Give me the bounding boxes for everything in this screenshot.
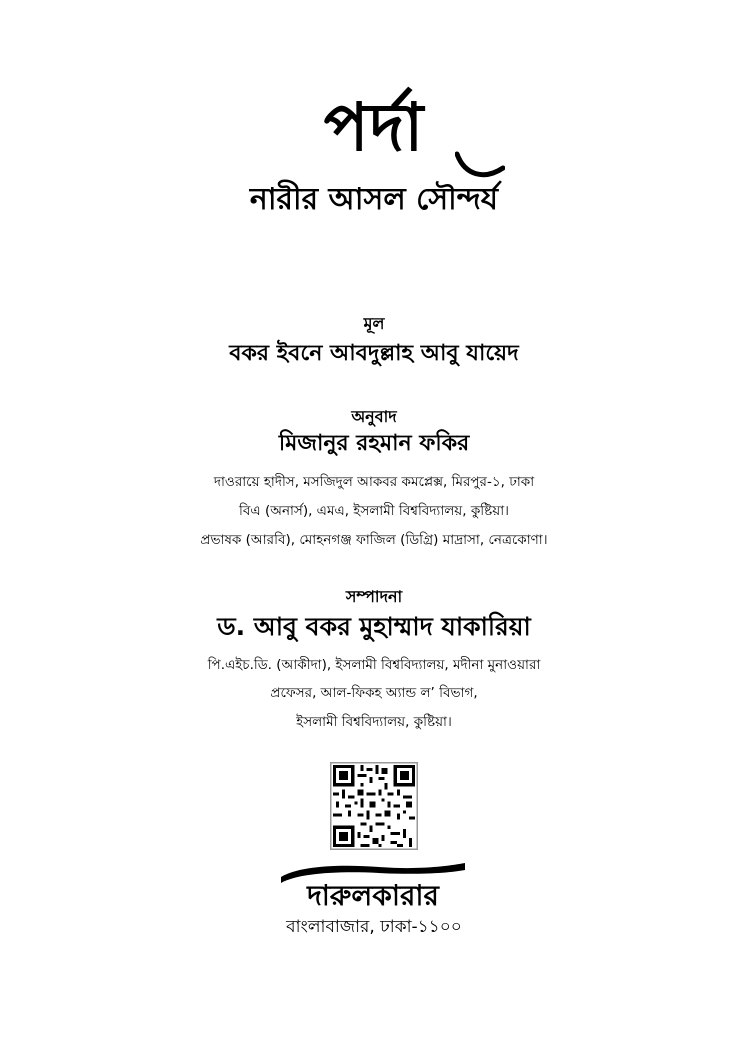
translator-credential: প্রভাষক (আরবি), মোহনগঞ্জ ফাজিল (ডিগ্রি) মাদ্রাসা, নেত্রকোণা।	[200, 532, 548, 548]
title-swash-decoration	[455, 150, 505, 180]
book-title: পর্দা	[323, 89, 425, 166]
author-name: বকর ইবনে আবদুল্লাহ আবু যায়েদ	[229, 341, 519, 366]
translator-credential: বিএ (অনার্স), এমএ, ইসলামী বিশ্ববিদ্যালয়, কুষ্টিয়া।	[239, 503, 509, 519]
book-subtitle: নারীর আসল সৌন্দর্য	[249, 182, 499, 217]
editor-credential: পি.এইচ.ডি. (আকীদা), ইসলামী বিশ্ববিদ্যালয়, মদীনা মুনাওয়ারা	[207, 657, 541, 673]
editor-credential: ইসলামী বিশ্ববিদ্যালয়, কুষ্টিয়া।	[296, 714, 452, 730]
author-label: মূল	[363, 314, 385, 333]
editor-name: ড. আবু বকর মুহাম্মাদ যাকারিয়া	[217, 612, 531, 641]
editor-credential: প্রফেসর, আল-ফিকহ অ্যান্ড ল’ বিভাগ,	[270, 685, 478, 701]
translator-credential: দাওরায়ে হাদীস, মসজিদুল আকবর কমপ্লেক্স, মিরপুর-১, ঢাকা	[213, 474, 535, 490]
translator-label: অনুবাদ	[351, 407, 397, 426]
publisher-logo	[279, 861, 467, 913]
translator-name: মিজানুর রহমান ফকির	[278, 431, 470, 456]
svg-text:দারুলকারার: দারুলকারার	[307, 879, 439, 912]
publisher-address: বাংলাবাজার, ঢাকা-১১০০	[286, 917, 462, 937]
editor-label: সম্পাদনা	[345, 587, 403, 606]
qr-code[interactable]	[330, 762, 418, 850]
